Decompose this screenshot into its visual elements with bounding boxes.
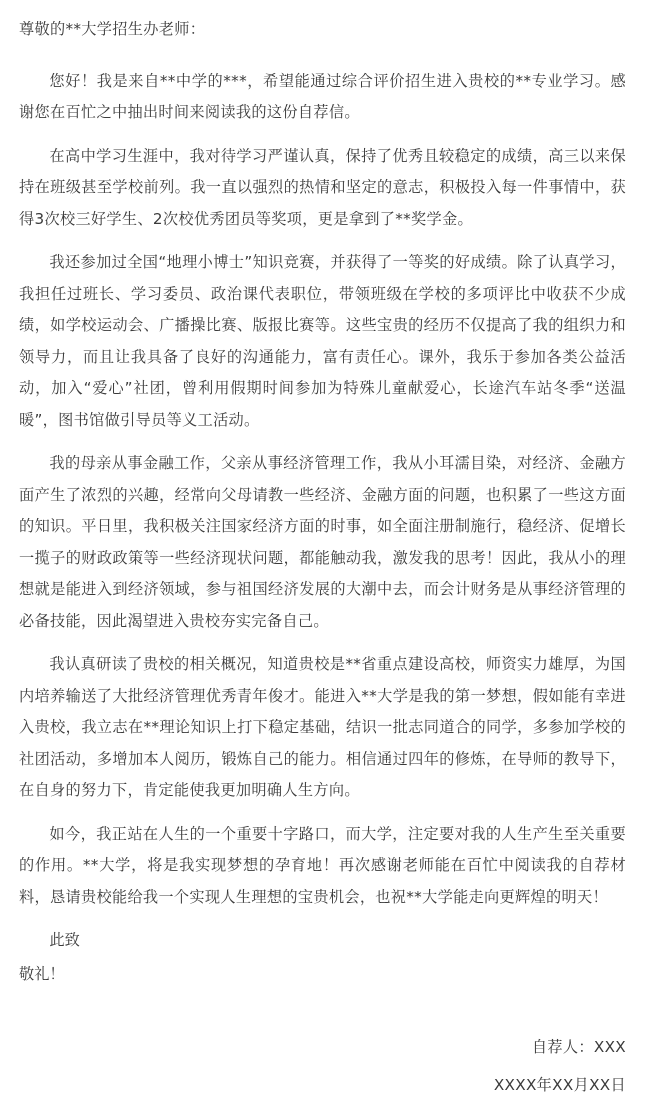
signature-name: 自荐人：XXX (19, 1032, 626, 1064)
letter-paragraph-1: 您好！我是来自**中学的***，希望能通过综合评价招生进入贵校的**专业学习。感谢您在百忙之中抽出时间来阅读我的这份自荐信。 (19, 66, 626, 129)
letter-closing (19, 925, 626, 990)
letter-paragraph-4: 我的母亲从事金融工作，父亲从事经济管理工作，我从小耳濡目染，对经济、金融方面产生了浓烈的兴趣，经常向父母请教一些经济、金融方面的问题，也积累了一些这方面的知识。平日里，我积极关注国家经济方面的时事，如全面注册制施行，稳经济、促增长一揽子的财政政策等一些经济现状问题，都能触动我，激发我的思考！因此，我从小的理想就是能进入到经济领域，参与祖国经济发展的大潮中去，而会计财务是从事经济管理的必备技能，因此渴望进入贵校夯实完备自己。 (19, 448, 626, 637)
letter-paragraph-6: 如今，我正站在人生的一个重要十字路口，而大学，注定要对我的人生产生至关重要的作用。**大学，将是我实现梦想的孕育地！再次感谢老师能在百忙中阅读我的自荐材料，恳请贵校能给我一个实现人生理想的宝贵机会，也祝**大学能走向更辉煌的明天！ (19, 819, 626, 914)
letter-paragraph-2: 在高中学习生涯中，我对待学习严谨认真，保持了优秀且较稳定的成绩，高三以来保持在班级甚至学校前列。我一直以强烈的热情和坚定的意志，积极投入每一件事情中，获得3次校三好学生、2次校优秀团员等奖项，更是拿到了**奖学金。 (19, 141, 626, 236)
closing-jingli: 敬礼！ (19, 959, 626, 991)
signature-date: XXXX年XX月XX日 (19, 1070, 626, 1101)
letter-paragraph-3: 我还参加过全国“地理小博士”知识竞赛，并获得了一等奖的好成绩。除了认真学习，我担任过班长、学习委员、政治课代表职位，带领班级在学校的多项评比中收获不少成绩，如学校运动会、广播操比赛、版报比赛等。这些宝贵的经历不仅提高了我的组织力和领导力，而且让我具备了良好的沟通能力，富有责任心。课外，我乐于参加各类公益活动，加入“爱心”社团，曾利用假期时间参加为特殊儿童献爱心，长途汽车站冬季“送温暖”，图书馆做引导员等义工活动。 (19, 247, 626, 436)
letter-paragraph-5: 我认真研读了贵校的相关概况，知道贵校是**省重点建设高校，师资实力雄厚，为国内培养输送了大批经济管理优秀青年俊才。能进入**大学是我的第一梦想，假如能有幸进入贵校，我立志在**理论知识上打下稳定基础，结识一批志同道合的同学，多参加学校的社团活动，多增加本人阅历，锻炼自己的能力。相信通过四年的修炼，在导师的教导下，在自身的努力下，肯定能使我更加明确人生方向。 (19, 649, 626, 807)
letter-signature (19, 1032, 626, 1101)
letter-salutation: 尊敬的**大学招生办老师： (19, 14, 626, 46)
closing-cizhi: 此致 (19, 925, 626, 957)
